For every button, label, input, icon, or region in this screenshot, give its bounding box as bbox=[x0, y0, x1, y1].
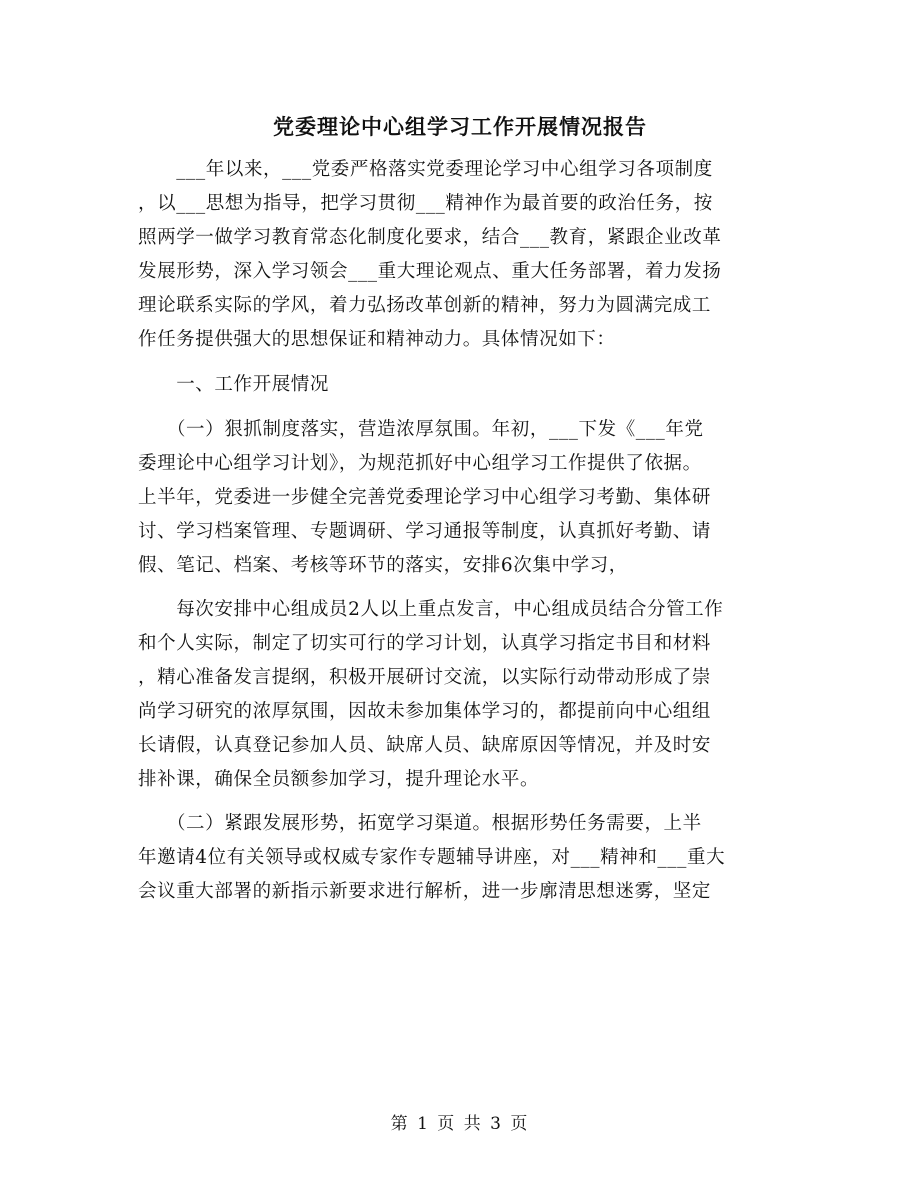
text-line: 假、笔记、档案、考核等环节的落实，安排6次集中学习， bbox=[138, 555, 628, 576]
text-line: 长请假，认真登记参加人员、缺席人员、缺席原因等情况，并及时安 bbox=[138, 735, 712, 756]
text-line: 上半年，党委进一步健全完善党委理论学习中心组学习考勤、集体研 bbox=[138, 487, 712, 508]
text-line: （二）紧跟发展形势，拓宽学习渠道。根据形势任务需要，上半 bbox=[138, 813, 702, 834]
text-line: 发展形势，深入学习领会___重大理论观点、重大任务部署，着力发扬 bbox=[138, 261, 722, 282]
document-title: 党委理论中心组学习工作开展情况报告 bbox=[273, 114, 647, 139]
text-line: （一）狠抓制度落实，营造浓厚氛围。年初，___下发《___年党 bbox=[138, 419, 704, 440]
document-body bbox=[138, 153, 783, 909]
text-line: 作任务提供强大的思想保证和精神动力。具体情况如下： bbox=[138, 329, 616, 350]
text-line: 照两学一做学习教育常态化制度化要求，结合___教育，紧跟企业改革 bbox=[138, 227, 722, 248]
text-line: 委理论中心组学习计划》，为规范抓好中心组学习工作提供了依据。 bbox=[138, 453, 702, 474]
text-line: 排补课，确保全员额参加学习，提升理论水平。 bbox=[138, 769, 540, 790]
section-heading: 一、工作开展情况 bbox=[138, 374, 330, 395]
text-line: 理论联系实际的学风，着力弘扬改革创新的精神，努力为圆满完成工 bbox=[138, 295, 712, 316]
text-line: 会议重大部署的新指示新要求进行解析，进一步廓清思想迷雾，坚定 bbox=[138, 881, 712, 902]
text-line: ，精心准备发言提纲，积极开展研讨交流，以实际行动带动形成了崇 bbox=[138, 667, 712, 688]
page-number-footer: 第 1 页 共 3 页 bbox=[390, 1114, 530, 1134]
text-line: 讨、学习档案管理、专题调研、学习通报等制度，认真抓好考勤、请 bbox=[138, 521, 712, 542]
text-line: 和个人实际，制定了切实可行的学习计划，认真学习指定书目和材料 bbox=[138, 633, 712, 654]
text-line: 每次安排中心组成员2人以上重点发言，中心组成员结合分管工作 bbox=[138, 599, 724, 620]
text-line: ，以___思想为指导，把学习贯彻___精神作为最首要的政治任务，按 bbox=[138, 193, 713, 214]
text-line: ___年以来，___党委严格落实党委理论学习中心组学习各项制度 bbox=[138, 159, 713, 180]
text-line: 年邀请4位有关领导或权威专家作专题辅导讲座，对___精神和___重大 bbox=[138, 847, 726, 868]
text-line: 尚学习研究的浓厚氛围，因故未参加集体学习的，都提前向中心组组 bbox=[138, 701, 712, 722]
